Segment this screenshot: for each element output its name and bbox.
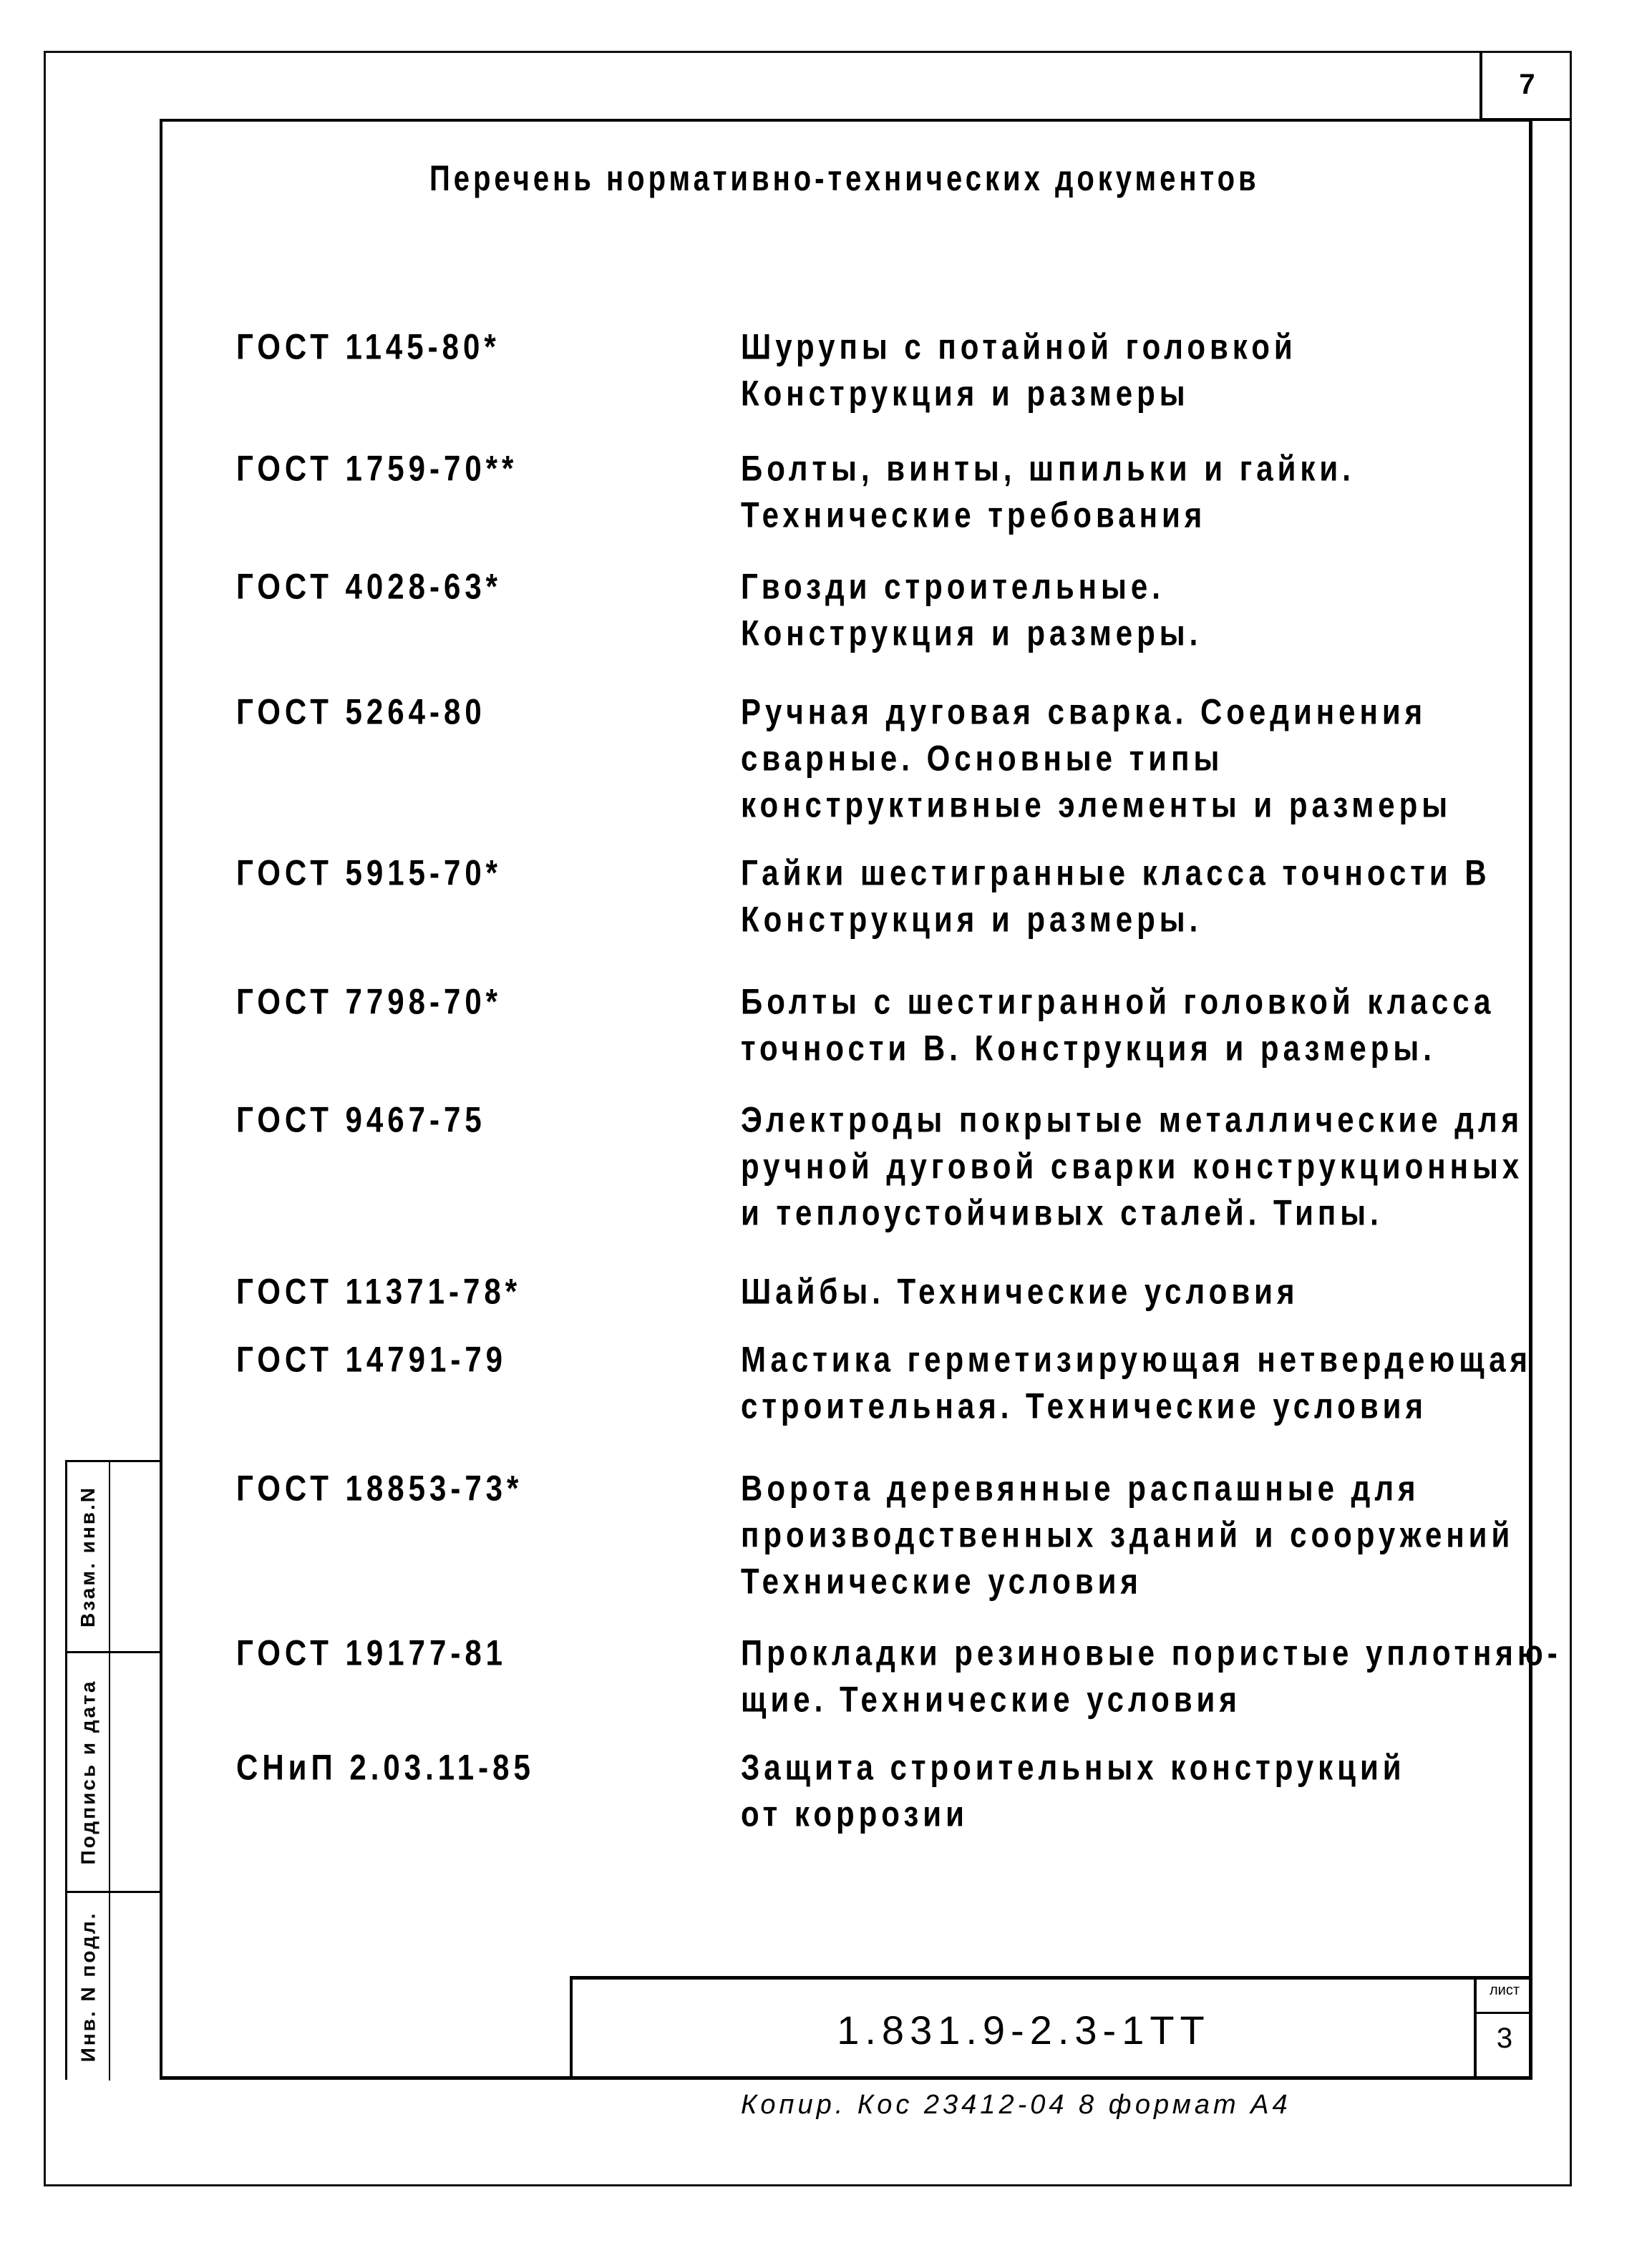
sheet-cell bbox=[1474, 1980, 1532, 2080]
document-title-line: Болты, винты, шпильки и гайки. bbox=[741, 447, 1355, 489]
title-block bbox=[570, 1976, 1532, 2080]
footer-note: Копир. Кос 23412-04 8 формат А4 bbox=[741, 2090, 1291, 2120]
document-code: ГОСТ 14791-79 bbox=[236, 1338, 507, 1380]
document-title-line: Гайки шестигранные класса точности В bbox=[741, 852, 1491, 893]
side-label: Инв. N подл. bbox=[77, 1911, 99, 2063]
document-title-line: Шайбы. Технические условия bbox=[741, 1270, 1299, 1312]
document-title-line: Электроды покрытые металлические для bbox=[741, 1099, 1524, 1140]
document-code: ГОСТ 18853-73* bbox=[236, 1467, 523, 1509]
document-title-line: Технические требования bbox=[741, 494, 1207, 535]
side-cell-signature bbox=[67, 1653, 110, 1891]
document-code: ГОСТ 19177-81 bbox=[236, 1632, 507, 1673]
document-code: ГОСТ 11371-78* bbox=[236, 1270, 522, 1312]
side-stamp-strip bbox=[65, 1460, 160, 2080]
document-title-line: сварные. Основные типы bbox=[741, 737, 1224, 779]
document-title-line: Ворота деревянные распашные для bbox=[741, 1467, 1420, 1509]
document-title-line: Конструкция и размеры bbox=[741, 372, 1190, 414]
document-code: 1.831.9-2.3-1ТТ bbox=[837, 2007, 1210, 2053]
side-label: Взам. инв.N bbox=[77, 1486, 99, 1627]
document-title-line: Гвозди строительные. bbox=[741, 565, 1165, 607]
document-code: ГОСТ 4028-63* bbox=[236, 565, 502, 607]
document-title-line: Защита строительных конструкций bbox=[741, 1746, 1406, 1788]
document-code: ГОСТ 1759-70** bbox=[236, 447, 518, 489]
document-title-line: Конструкция и размеры. bbox=[741, 612, 1202, 653]
document-code: ГОСТ 5264-80 bbox=[236, 691, 486, 732]
document-title-line: Шурупы с потайной головкой bbox=[741, 326, 1297, 367]
document-title-line: Технические условия bbox=[741, 1560, 1142, 1602]
side-cell-inventory bbox=[67, 1893, 110, 2080]
document-title-line: щие. Технические условия bbox=[741, 1678, 1241, 1720]
side-label: Подпись и дата bbox=[77, 1679, 99, 1865]
document-title-line: от коррозии bbox=[741, 1793, 968, 1834]
document-title-line: ручной дуговой сварки конструкционных bbox=[741, 1145, 1524, 1187]
document-code: СНиП 2.03.11-85 bbox=[236, 1746, 535, 1788]
document-title-line: Конструкция и размеры. bbox=[741, 898, 1202, 940]
document-title-line: Мастика герметизирующая нетвердеющая bbox=[741, 1338, 1532, 1380]
sheet-divider bbox=[1477, 2012, 1532, 2014]
document-title-line: производственных зданий и сооружений bbox=[741, 1514, 1515, 1555]
document-code: ГОСТ 7798-70* bbox=[236, 980, 502, 1022]
document-code: ГОСТ 5915-70* bbox=[236, 852, 502, 893]
document-code: ГОСТ 1145-80* bbox=[236, 326, 500, 367]
document-title-line: Прокладки резиновые пористые уплотняю- bbox=[741, 1632, 1562, 1673]
document-title-line: точности В. Конструкция и размеры. bbox=[741, 1027, 1436, 1069]
side-cell-replacement bbox=[67, 1462, 110, 1651]
sheet-number: 3 bbox=[1496, 2023, 1513, 2054]
document-title-line: Болты с шестигранной головкой класса bbox=[741, 980, 1495, 1022]
document-title-line: конструктивные элементы и размеры bbox=[741, 784, 1452, 825]
page-title: Перечень нормативно-технических документов bbox=[429, 159, 1260, 198]
document-code: ГОСТ 9467-75 bbox=[236, 1099, 486, 1140]
document-title-line: и теплоустойчивых сталей. Типы. bbox=[741, 1192, 1383, 1233]
sheet-label: лист bbox=[1489, 1982, 1520, 1998]
page-number: 7 bbox=[1479, 51, 1572, 121]
document-title-line: Ручная дуговая сварка. Соединения bbox=[741, 691, 1427, 732]
document-title-line: строительная. Технические условия bbox=[741, 1385, 1427, 1426]
